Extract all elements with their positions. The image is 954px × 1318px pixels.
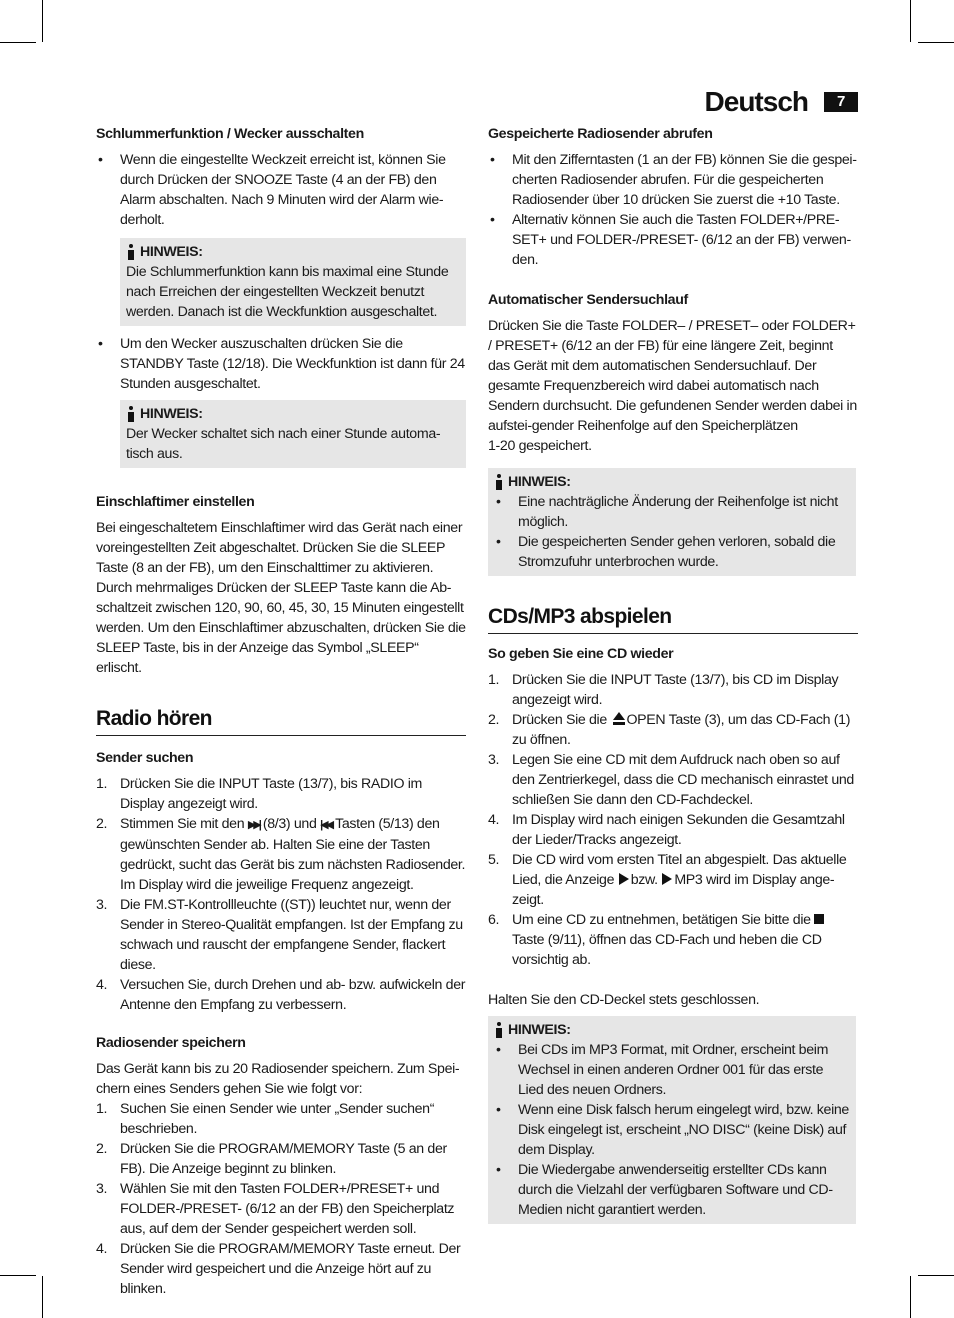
- heading-radiosender-speichern: Radiosender speichern: [96, 1035, 246, 1051]
- cd-steps: [488, 670, 858, 970]
- list-item: 3. Legen Sie eine CD mit dem Aufdruck nach oben so auf den Zentrierkegel, dass die CD mechanisch einrastet und schließen Sie dann den CD-Fachdeckel.: [488, 752, 854, 808]
- skip-previous-icon: |◀◀: [320, 819, 332, 831]
- crop-mark: [910, 0, 911, 42]
- list-item: 6. Um eine CD zu entnehmen, betätigen Sie bitte die Taste (9/11), öffnen das CD-Fach und heben die CD vorsichtig ab.: [488, 910, 858, 970]
- crop-mark: [918, 1275, 954, 1276]
- info-icon: [126, 406, 136, 422]
- list-item: • Die gespeicherten Sender gehen verloren, sobald die Stromzufuhr unterbrochen wurde.: [496, 534, 836, 570]
- eject-icon: [613, 712, 625, 725]
- suchlauf-text-2: 1-20 gespeichert.: [488, 438, 592, 454]
- suchlauf-text: Drücken Sie die Taste FOLDER– / PRESET– oder FOLDER+ / PRESET+ (6/12 an der FB) für eine längere Zeit, beginnt das Gerät mit dem automatischen Sendersuchlauf. Der gesamte Frequenzbereich wird dabei automatisch nach Sendern durchsucht. Die gefundenen Sender werden dabei in aufstei-gender Reihenfolge auf den Speicherplätzen: [488, 318, 857, 434]
- stop-icon: [814, 914, 824, 924]
- speichern-steps: [96, 1099, 466, 1299]
- list-item: 2. Drücken Sie die OPEN Taste (3), um das CD-Fach (1) zu öffnen.: [488, 712, 851, 748]
- play-icon: [619, 873, 629, 885]
- list-item: 5. Die CD wird vom ersten Titel an abgespielt. Das aktuelle Lied, die Anzeige bzw. MP3 wird im Display ange-zeigt.: [488, 852, 847, 908]
- list-item: • Mit den Zifferntasten (1 an der FB) können Sie die gespei-cherten Radiosender abrufen. Für die gespeicherten Radiosender über 10 drücken Sie zuerst die +10 Taste.: [490, 152, 857, 208]
- info-icon: [494, 474, 504, 490]
- note-box: [120, 238, 466, 326]
- list-item: 1. Suchen Sie einen Sender wie unter „Sender suchen“ beschrieben.: [96, 1101, 435, 1137]
- schlummer-list-2: [96, 334, 466, 394]
- note-box: [120, 400, 466, 468]
- note-title: HINWEIS:: [494, 1020, 850, 1040]
- list-item: 1. Drücken Sie die INPUT Taste (13/7), bis CD im Display angezeigt wird.: [488, 672, 839, 708]
- list-item: • Um den Wecker auszuschalten drücken Sie die STANDBY Taste (12/18). Die Weckfunktion ist dann für 24 Stunden ausgeschaltet.: [98, 336, 465, 392]
- list-item: 1. Drücken Sie die INPUT Taste (13/7), bis RADIO im Display angezeigt wird.: [96, 776, 423, 812]
- schlummer-list: [96, 150, 466, 230]
- left-column: [96, 124, 466, 1299]
- crop-mark: [42, 1276, 43, 1318]
- list-item: • Eine nachträgliche Änderung der Reihenfolge ist nicht möglich.: [496, 494, 838, 530]
- sender-steps: [96, 774, 466, 1015]
- abrufen-list: [488, 150, 858, 270]
- crop-mark: [0, 1275, 36, 1276]
- language-title: Deutsch: [704, 86, 808, 117]
- page-number: 7: [824, 92, 858, 112]
- list-item: 4. Versuchen Sie, durch Drehen und ab- bzw. aufwickeln der Antenne den Empfang zu verbessern.: [96, 977, 466, 1013]
- note-list: [494, 492, 850, 572]
- crop-mark: [42, 0, 43, 42]
- list-item: 2. Drücken Sie die PROGRAM/MEMORY Taste (5 an der FB). Die Anzeige beginnt zu blinken.: [96, 1141, 447, 1177]
- note-list: [494, 1040, 850, 1220]
- list-item: • Alternativ können Sie auch die Tasten FOLDER+/PRE-SET+ und FOLDER-/PRESET- (6/12 an der FB) verwen-den.: [490, 212, 851, 268]
- crop-mark: [918, 42, 954, 43]
- right-column: [488, 124, 858, 1224]
- note-title: HINWEIS:: [126, 404, 460, 424]
- page-header: [705, 86, 858, 118]
- list-item: 4. Drücken Sie die PROGRAM/MEMORY Taste erneut. Der Sender wird gespeichert und die Anzeige hört auf zu blinken.: [96, 1241, 461, 1297]
- list-item: • Die Wiedergabe anwenderseitig erstellter CDs kann durch die Vielzahl der verfügbaren Software und CD-Medien nicht garantiert werden.: [496, 1162, 833, 1218]
- section-title-cd: CDs/MP3 abspielen: [488, 604, 858, 634]
- cd-closing-text: Halten Sie den CD-Deckel stets geschlossen.: [488, 992, 760, 1008]
- heading-sender-suchen: Sender suchen: [96, 750, 194, 766]
- info-icon: [126, 244, 136, 260]
- note-title: HINWEIS:: [494, 472, 850, 492]
- note-text: Die Schlummerfunktion kann bis maximal eine Stunde nach Erreichen der eingestellten Weckzeit benutzt werden. Danach ist die Weckfunktion ausgeschaltet.: [126, 264, 449, 320]
- heading-einschlaf: Einschlaftimer einstellen: [96, 494, 255, 510]
- einschlaf-text: Bei eingeschaltetem Einschlaftimer wird das Gerät nach einer voreingestellten Zeit abgeschaltet. Drücken Sie die SLEEP Taste (8 an der FB), um den Einschalttimer zu aktivieren. Durch mehrmaliges Drücken der SLEEP Taste kann die Ab-schaltzeit zwischen 120, 90, 60, 45, 30, 15 Minuten eingestellt werden. Um den Einschlaftimer abzuschalten, drücken Sie die SLEEP Taste, bis in der Anzeige das Symbol „SLEEP“ erlischt.: [96, 520, 466, 676]
- heading-abrufen: Gespeicherte Radiosender abrufen: [488, 126, 713, 142]
- list-item: 3. Die FM.ST-Kontrollleuchte ((ST)) leuchtet nur, wenn der Sender in Stereo-Qualität empfangen. Ist der Empfang zu schwach und rauscht der empfangene Sender, flackert diese.: [96, 897, 463, 973]
- heading-cd-wiedergabe: So geben Sie eine CD wieder: [488, 646, 674, 662]
- heading-suchlauf: Automatischer Sendersuchlauf: [488, 292, 688, 308]
- skip-next-icon: ▶▶|: [247, 819, 259, 831]
- note-title: HINWEIS:: [126, 242, 460, 262]
- note-box: [488, 468, 856, 576]
- list-item: • Wenn eine Disk falsch herum eingelegt wird, bzw. keine Disk eingelegt ist, erscheint „NO DISC“ (keine Disk) auf dem Display.: [496, 1102, 849, 1158]
- crop-mark: [0, 42, 36, 43]
- note-box: [488, 1016, 856, 1224]
- heading-schlummer: Schlummerfunktion / Wecker ausschalten: [96, 126, 364, 142]
- list-item: • Wenn die eingestellte Weckzeit erreicht ist, können Sie durch Drücken der SNOOZE Taste (4 an der FB) den Alarm abschalten. Nach 9 Minuten wird der Alarm wie-derholt.: [98, 152, 446, 228]
- crop-mark: [910, 1276, 911, 1318]
- speichern-intro: Das Gerät kann bis zu 20 Radiosender speichern. Zum Spei-chern eines Senders gehen Sie wie folgt vor:: [96, 1061, 460, 1097]
- play-icon: [662, 873, 672, 885]
- note-text: Der Wecker schaltet sich nach einer Stunde automa-tisch aus.: [126, 426, 441, 462]
- info-icon: [494, 1022, 504, 1038]
- list-item: 2. Stimmen Sie mit den ▶▶| (8/3) und |◀◀ Tasten (5/13) den gewünschten Sender ab. Halten Sie eine der Tasten gedrückt, sucht das Gerät bis zum nächsten Radiosender. Im Display wird die jeweilige Frequenz angezeigt.: [96, 816, 466, 893]
- section-title-radio: Radio hören: [96, 706, 466, 736]
- list-item: 4. Im Display wird nach einigen Sekunden die Gesamtzahl der Lieder/Tracks angezeigt.: [488, 812, 845, 848]
- list-item: • Bei CDs im MP3 Format, mit Ordner, erscheint beim Wechsel in einen anderen Ordner 001 für das erste Lied des neuen Ordners.: [496, 1042, 829, 1098]
- list-item: 3. Wählen Sie mit den Tasten FOLDER+/PRESET+ und FOLDER-/PRESET- (6/12 an der FB) den Speicherplatz aus, auf dem der Sender gespeichert werden soll.: [96, 1181, 455, 1237]
